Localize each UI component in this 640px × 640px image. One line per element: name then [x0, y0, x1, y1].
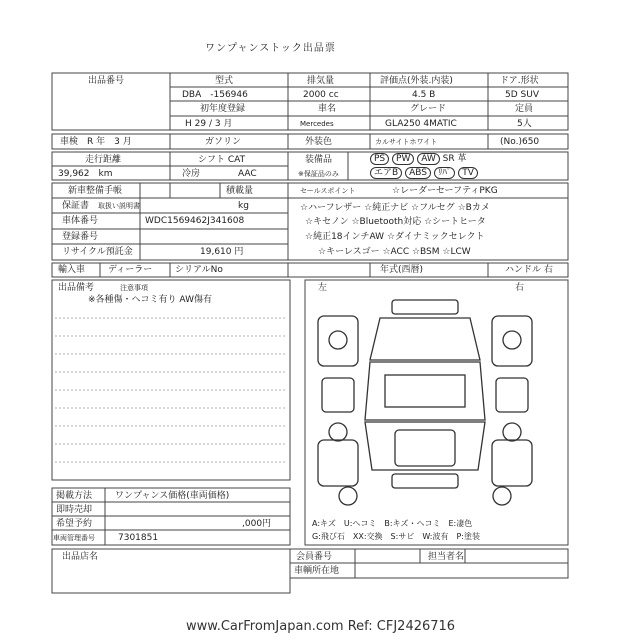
displacement-value: 2000 cc [303, 90, 339, 100]
recycle-label: リサイクル預託金 [62, 247, 133, 257]
first-reg-value: H 29 / 3 月 [185, 119, 233, 129]
color-value: カルサイトホワイト [375, 138, 438, 146]
car-name-value: Mercedes [300, 120, 334, 128]
sales-point-label: セールスポイント [300, 187, 356, 195]
form-title: ワンプャンストック出品票 [205, 43, 336, 54]
aircon-label: 冷房 [182, 169, 201, 179]
instant-sale-label: 即時売却 [56, 505, 93, 515]
mileage-value: 39,962 km [58, 169, 113, 179]
registration-label: 登録番号 [62, 232, 99, 242]
grade-value: GLA250 4MATIC [385, 119, 457, 129]
capacity-value: 5人 [517, 119, 532, 129]
hope-price-label: 希望予約 [56, 519, 93, 529]
equipment-note: ※保証品のみ [298, 170, 339, 178]
remarks-sub: 注意事項 [120, 284, 148, 292]
legend-line-2: G:飛び石 XX:交換 S:サビ W:波有 P:塗装 [312, 532, 480, 541]
left-side-label: 左 [318, 283, 328, 293]
vehicle-mgmt-label: 車両管理番号 [53, 534, 95, 542]
mileage-label: 走行距離 [85, 155, 122, 165]
store-name-label: 出品店名 [62, 552, 99, 562]
equipment-items-row1: PS PW AW SR 革 [370, 155, 467, 164]
remarks-line-1: ※各種傷・ヘコミ有り AW傷有 [88, 295, 212, 305]
serial-label: シリアルNo [175, 265, 223, 275]
dealer-value: ディーラー [108, 265, 153, 275]
new-car-manual-label: 新車整備手帳 [68, 186, 123, 196]
sales-point-1: ☆レーダーセーフティPKG [392, 186, 498, 196]
legend-line-1: A:キズ U:ヘコミ B:キズ・ヘコミ E:凄色 [312, 519, 473, 528]
car-name-label: 車名 [318, 104, 337, 114]
model-code-value: DBA -156946 [182, 90, 248, 100]
loading-unit: kg [238, 201, 249, 211]
recycle-value: 19,610 円 [200, 247, 244, 257]
first-reg-label: 初年度登録 [200, 104, 246, 114]
year-label: 年式(西暦) [380, 265, 424, 275]
door-value: 5D SUV [505, 90, 539, 100]
right-side-label: 右 [515, 283, 525, 293]
car-body-diagram [318, 300, 532, 505]
import-label: 輸入車 [58, 265, 86, 275]
shift-value: シフト CAT [198, 155, 246, 165]
equipment-items-row2: エアB ABS ﾘﾊﾟ TV [370, 169, 478, 178]
staff-name-label: 担当者名 [428, 552, 465, 562]
method-label: 掲載方法 [56, 491, 93, 501]
vehicle-mgmt-value: 7301851 [118, 533, 159, 543]
sales-point-4: ☆純正18インチAW ☆ダイナミックセレクト [305, 232, 485, 242]
model-code-label: 型式 [215, 76, 234, 86]
door-label: ドア.形状 [500, 76, 539, 86]
loading-label: 積載量 [226, 186, 254, 196]
fuel-value: ガソリン [205, 137, 242, 147]
capacity-label: 定員 [515, 104, 534, 114]
grade-label: グレード [410, 104, 447, 114]
color-label: 外装色 [305, 137, 333, 147]
chassis-value: WDC1569462J341608 [145, 216, 245, 226]
chassis-label: 車体番号 [62, 216, 99, 226]
member-number-label: 会員番号 [296, 552, 333, 562]
grade-score-label: 評価点(外装.内装) [380, 76, 453, 86]
handle-value: ハンドル 右 [505, 265, 553, 275]
sales-point-3: ☆キセノン ☆Bluetooth対応 ☆シートヒータ [305, 217, 486, 227]
remarks-label: 出品備考 [58, 283, 95, 293]
warranty-value: 取扱い説明書 [98, 202, 140, 210]
watermark: www.CarFromJapan.com Ref: CFJ2426716 [186, 619, 456, 634]
vehicle-location-label: 車輌所在地 [294, 566, 340, 576]
inspection-value: 車検 R 年 3 月 [60, 137, 132, 147]
warranty-label: 保証書 [62, 201, 90, 211]
sales-point-2: ☆ハーフレザー ☆純正ナビ ☆フルセグ ☆Bカメ [300, 203, 490, 213]
equipment-label: 装備品 [305, 155, 333, 165]
grade-score-value: 4.5 B [412, 90, 436, 100]
sales-point-5: ☆キーレスゴー ☆ACC ☆BSM ☆LCW [318, 247, 471, 257]
aircon-value: AAC [238, 169, 257, 179]
lot-number-label: 出品番号 [88, 76, 125, 86]
method-value: ワンプャンス価格(車両価格) [115, 491, 230, 501]
color-number: (No.)650 [500, 137, 540, 147]
displacement-label: 排気量 [307, 76, 335, 86]
hope-price-value: ,000円 [242, 519, 272, 529]
